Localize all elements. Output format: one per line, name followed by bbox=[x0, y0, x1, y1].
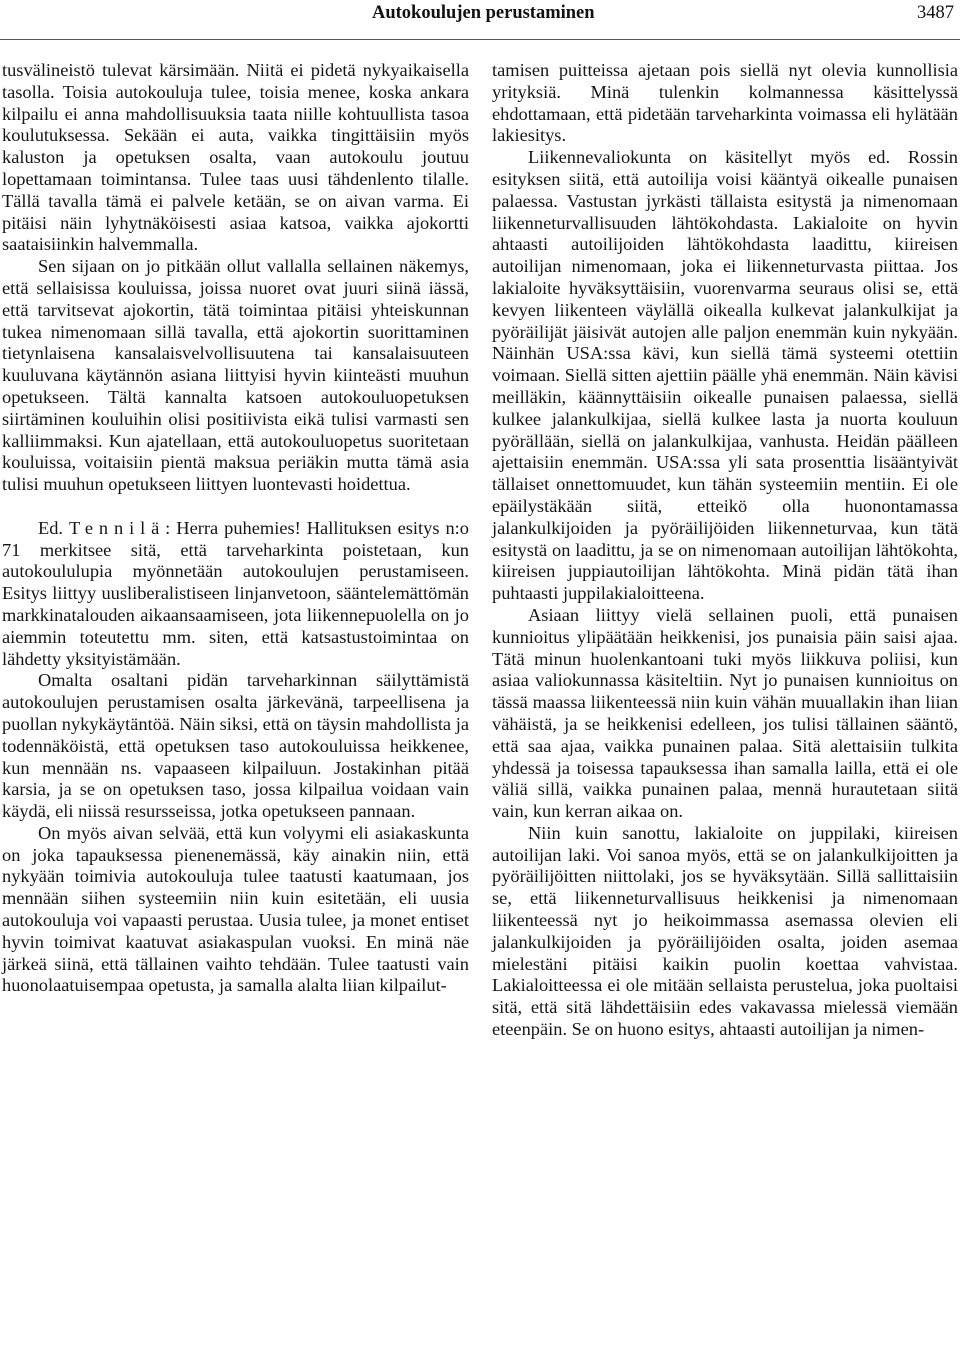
header-divider bbox=[0, 39, 960, 40]
page-header bbox=[0, 3, 960, 29]
paragraph: Sen sijaan on jo pitkään ollut vallalla sellainen näkemys, että sellaisissa kouluissa, joissa nuoret ovat juuri siinä iässä, että tarvitsevat ajokortin, tätä toimintaa pitäisi yhteiskunnan tukea nimenomaan sillä tavalla, että ajokortin suorittaminen tietynlaisena kansalaisvelvollisuutena tai kansalaisuuteen kuuluvana käytännön asiana liittyisi hyvin kiinteästi muuhun opetukseen. Tältä kannalta katsoen autokouluopetuksen siirtäminen kouluihin olisi positiivista eikä tulisi varmasti sen kalliimmaksi. Kun ajatellaan, että autokouluopetus suoritetaan kouluissa, voitaisiin pientä maksua periäkin mutta tämä asia tulisi muuhun opetukseen liittyen luontevasti hoidettua. bbox=[2, 256, 469, 495]
speech-text: : Herra puhemies! Hallituksen esitys n:o 71 merkitsee sitä, että tarveharkinta poistetaan, kun autokoululupia myönnetään autokoulujen perustamiseen. Esitys liittyy uusliberalistiseen linjanvetoon, sääntelemättömän markkinatalouden aikaansaamiseen, jota liikennepuolella on jo aiemmin toteutettu mm. siten, että katsastustoimintaa on lähdetty yksityistämään. bbox=[2, 517, 469, 669]
paragraph: Niin kuin sanottu, lakialoite on juppilaki, kiireisen autoilijan laki. Voi sanoa myös, että se on jalankulkijoitten ja pyöräilijöitten niittolaki, jos se hyväksytään. Sillä sallittaisiin se, että liikenneturvallisuus heikkenisi ja nimenomaan liikenteessä nyt jo heikoimmassa asemassa olevien eli jalankulkijoiden ja pyöräilijöiden osalta, joiden asemaa mielestäni pitäisi kaikin puolin koettaa vahvistaa. Lakialoitteessa ei ole mitään sellaista perustelua, joka puoltaisi sitä, että sitä lähdettäisiin edes vakavassa mielessä viemään eteenpäin. Se on huono esitys, ahtaasti autoilijan ja nimen- bbox=[492, 822, 958, 1040]
paragraph: Asiaan liittyy vielä sellainen puoli, että punaisen kunnioitus ylipäätään heikkenisi, jos punaisia päin saisi ajaa. Tätä minun huolenkantoani tuki myös liikkuva poliisi, kun asiaa valiokunnassa käsiteltiin. Nyt jo punaisen kunnioitus on tässä maassa liikenteessä niin kuin vähän muuallakin ihan liian vähäistä, ja se heikkenisi edelleen, jos tulisi tällainen sääntö, että saa ajaa, vaikka punainen palaa. Sitä alettaisiin tulkita yhdessä ja toisessa tapauksessa ihan samalla lailla, että ei ole väliä sillä, vaikka punainen palaa, mennä hurautetaan siitä vain, kun kerran aikaa on. bbox=[492, 604, 958, 822]
paragraph: Liikennevaliokunta on käsitellyt myös ed. Rossin esityksen siitä, että autoilija voisi kääntyä oikealle punaisen palaessa. Vastustan jyrkästi tällaista esitystä ja nimenomaan liikenneturvallisuuden lähtökohdasta. Lakialoite on hyvin ahtaasti autoilijoiden lähtökohdasta laadittu, kiireisen autoilijan nimenomaan, joka ei liikenneturvasta piittaa. Jos lakialoite hyväksyttäisiin, vuorenvarma seuraus olisi se, että kevyen liikenteen väylällä oikealla kulkevat jalankulkijat ja pyöräilijät jäisivät autojen alle paljon enemmän kuin nykyään. Näinhän USA:ssa kävi, kun siellä tämä systeemi otettiin voimaan. Siellä sitten ajettiin päälle yhä enemmän. Näin kävisi meilläkin, käännyttäisiin oikealle punaisen palaessa, siellä kulkee jalankulkijaa, siellä kulkee lasta ja nuorta kouluun pyörällään, siellä on jalankulkijaa, vanhusta. Heidän päälleen ajettaisiin enemmän. USA:ssa yli sata prosenttia lisääntyivät tällaiset onnettomuudet, kun tähän systeemiin mentiin. Ei ole epäilystäkään siitä, etteikö olla huonontamassa jalankulkijoiden ja pyöräilijöiden liikenneturvaa, kun tätä esitystä on laadittu, ja se on nimenomaan autoilijan lähtökohta, kiireisen juppiautoilijan lähtökohta. Minä pidän tätä ihan puhtaasti juppilakialoitteena. bbox=[492, 147, 958, 604]
speaker-title: Ed. bbox=[38, 517, 70, 538]
running-title: Autokoulujen perustaminen bbox=[372, 3, 595, 23]
page-number: 3487 bbox=[917, 3, 954, 23]
paragraph: tamisen puitteissa ajetaan pois siellä nyt olevia kunnollisia yrityksiä. Minä tulenkin kolmannessa käsittelyssä ehdottamaan, että pidetään tarveharkinta voimassa eli hylätään lakiesitys. bbox=[492, 60, 958, 146]
right-column bbox=[492, 60, 958, 1041]
speaker-name: Tennilä bbox=[69, 517, 166, 538]
paragraph: Omalta osaltani pidän tarveharkinnan säilyttämistä autokoulujen perustamisen osalta järkevänä, tarpeellisena ja puollan nykykäytäntöä. Näin siksi, että on täysin mahdollista ja todennäköistä, että opetuksen taso autokouluissa heikkenee, kun mennään ns. vapaaseen kilpailuun. Jostakinhan pitää karsia, ja se on opetuksen taso, jossa kilpailua voidaan vain käydä, eli niissä resursseissa, jotka opetukseen pannaan. bbox=[2, 670, 469, 822]
paragraph: On myös aivan selvää, että kun volyymi eli asiakaskunta on joka tapauksessa pienenemässä, käy ainakin niin, että nykyään toimivia autokouluja tulee taatusti kaatumaan, jos mennään siihen systeemiin niin kuin esitetään, eli uusia autokouluja voi vapaasti perustaa. Uusia tulee, ja monet entiset hyvin toimivat kaatuvat asiakaspulan vuoksi. En minä näe järkeä siinä, että tällainen vaihto tehdään. Tulee taatusti vain huonolaatuisempaa opetusta, ja samalla alalta liian kilpailut- bbox=[2, 822, 469, 996]
speech-paragraph bbox=[2, 518, 469, 671]
left-column bbox=[2, 60, 469, 997]
paragraph: tusvälineistö tulevat kärsimään. Niitä ei pidetä nykyaikaisella tasolla. Toisia autokouluja tulee, toisia menee, koska ankara kilpailu ei anna mahdollisuuksia taata niille kohtuullista tasoa koulutuksessa. Sekään ei auta, vaikka tingittäisiin myös kaluston ja opetuksen osalta, vaan autokoulu joutuu lopettamaan toimintansa. Tulee taas uusi tähdenlento tilalle. Tällä tavalla tämä ei palvele ketään, se on aivan varma. Ei pitäisi näin lyhytnäköisesti asiaa katsoa, vaikka ajokortti saataisiinkin halvemmalla. bbox=[2, 60, 469, 255]
